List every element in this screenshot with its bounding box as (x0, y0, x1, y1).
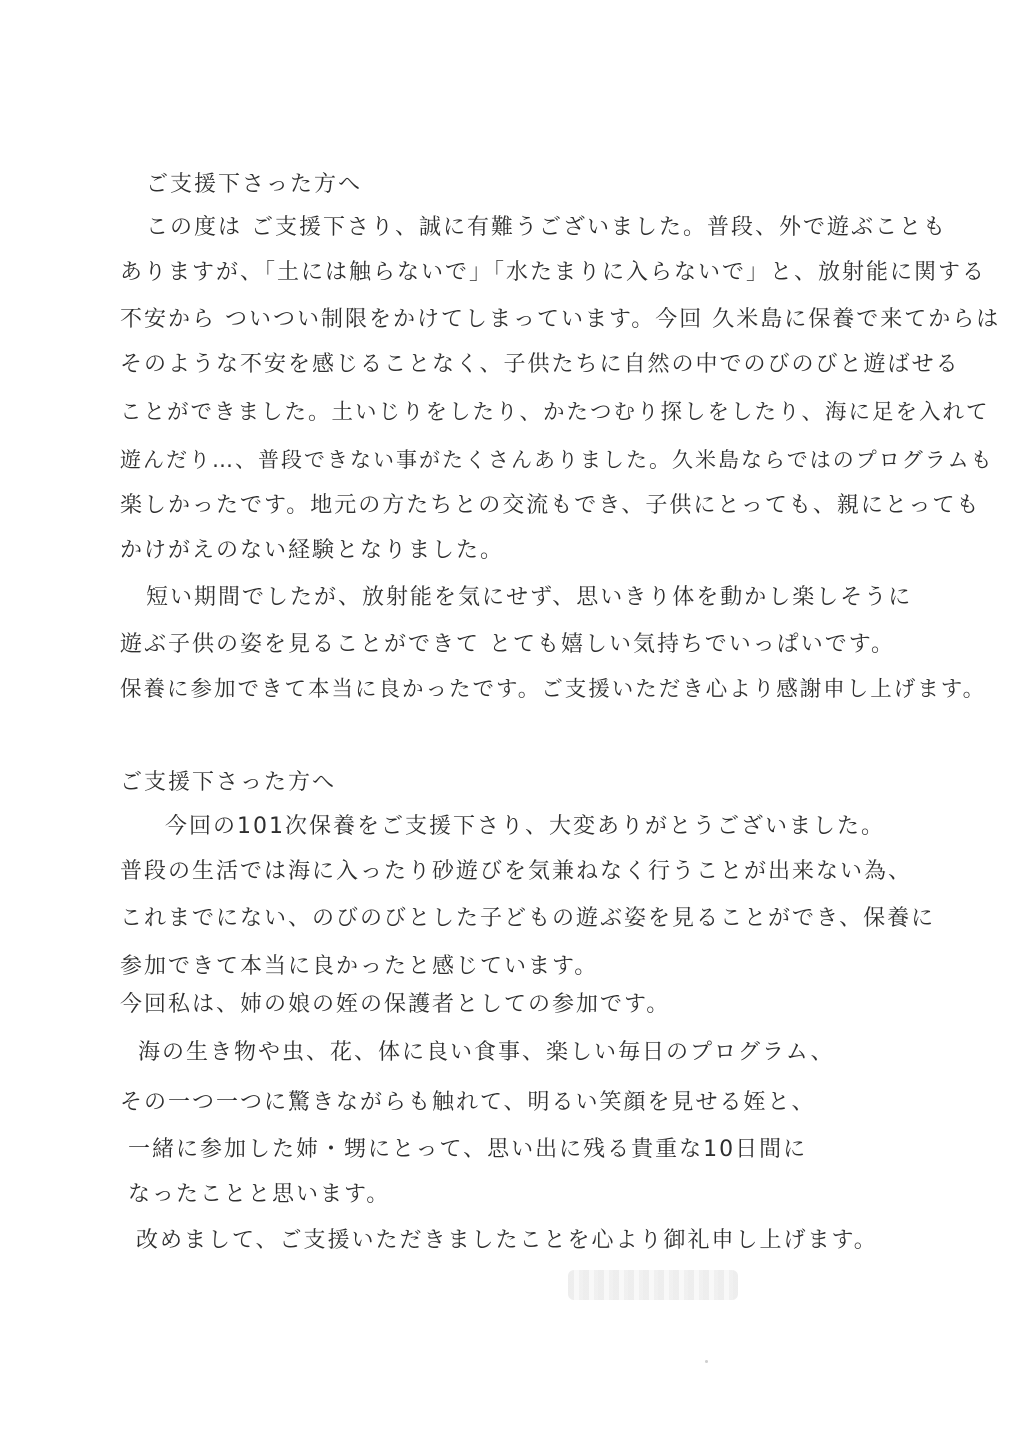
letter-1-salutation: ご支援下さった方へ (146, 172, 363, 197)
letter-2-line: 一緒に参加した姉・甥にとって、思い出に残る貴重な10日間に (128, 1137, 808, 1162)
letter-1-line: そのような不安を感じることなく、子供たちに自然の中でのびのびと遊ばせる (120, 352, 960, 377)
letter-2-line: 今回の101次保養をご支援下さり、大変ありがとうございました。 (165, 814, 885, 839)
letter-1-line: 短い期間でしたが、放射能を気にせず、思いきり体を動かし楽しそうに (146, 585, 913, 610)
letter-2-line: 改めまして、ご支援いただきましたことを心より御礼申し上げます。 (136, 1228, 878, 1253)
letter-2-line: 海の生き物や虫、花、体に良い食事、楽しい毎日のプログラム、 (138, 1040, 835, 1065)
letter-2-salutation: ご支援下さった方へ (120, 770, 337, 795)
scan-speck (705, 1360, 708, 1363)
letter-1-line: 保養に参加できて本当に良かったです。ご支援いただき心より感謝申し上げます。 (120, 677, 987, 702)
letter-1-line: かけがえのない経験となりました。 (120, 538, 505, 563)
letter-2-line: 参加できて本当に良かったと感じています。 (120, 954, 599, 979)
erased-smudge (568, 1270, 738, 1300)
letter-2-line: 今回私は、姉の娘の姪の保護者としての参加です。 (120, 992, 671, 1017)
letter-2-line: なったことと思います。 (128, 1182, 391, 1207)
letter-2-line: 普段の生活では海に入ったり砂遊びを気兼ねなく行うことが出来ない為、 (120, 859, 913, 884)
letter-1-line: 遊ぶ子供の姿を見ることができて とても嬉しい気持ちでいっぱいです。 (120, 632, 896, 657)
letter-2-line: これまでにない、のびのびとした子どもの遊ぶ姿を見ることができ、保養に (120, 906, 936, 931)
letter-1-line: 楽しかったです。地元の方たちとの交流もでき、子供にとっても、親にとっても (120, 493, 981, 518)
letter-2-line: その一つ一つに驚きながらも触れて、明るい笑顔を見せる姪と、 (120, 1090, 816, 1115)
letter-1-line: ことができました。土いじりをしたり、かたつむり探しをしたり、海に足を入れて (120, 400, 990, 425)
letter-1-line: 遊んだり…、普段できない事がたくさんありました。久米島ならではのプログラムも (120, 448, 994, 472)
letter-1-line: ありますが、「土には触らないで」「水たまりに入らないで」と、放射能に関する (120, 260, 987, 285)
letter-1-line: この度は ご支援下さり、誠に有難うございました。普段、外で遊ぶことも (146, 215, 947, 240)
letter-1-line: 不安から ついつい制限をかけてしまっています。今回 久米島に保養で来てからは (120, 307, 1001, 332)
